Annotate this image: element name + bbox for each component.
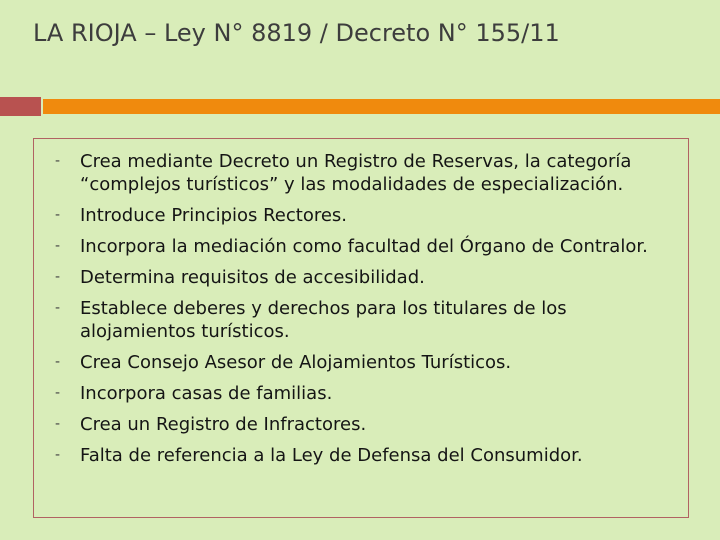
accent-bar-orange bbox=[43, 99, 720, 114]
bullet-dash: - bbox=[55, 238, 61, 254]
list-item bbox=[55, 382, 685, 405]
bullet-dash: - bbox=[55, 269, 61, 285]
bullet-dash: - bbox=[55, 447, 61, 463]
accent-bar-red bbox=[0, 97, 41, 116]
list-item-text: Determina requisitos de accesibilidad. bbox=[80, 267, 425, 288]
list-item-text: Crea un Registro de Infractores. bbox=[80, 414, 367, 435]
list-item bbox=[55, 266, 685, 289]
bullet-dash: - bbox=[55, 354, 61, 370]
bullet-dash: - bbox=[55, 300, 61, 316]
list-item-text: Crea mediante Decreto un Registro de Reservas, la categoría “complejos turísticos” y las modalidades de especialización. bbox=[80, 151, 632, 195]
list-item-text: Falta de referencia a la Ley de Defensa del Consumidor. bbox=[80, 445, 583, 466]
list-item bbox=[55, 150, 685, 196]
list-item-text: Incorpora la mediación como facultad del Órgano de Contralor. bbox=[80, 236, 648, 257]
list-item-text: Introduce Principios Rectores. bbox=[80, 205, 348, 226]
list-item-text: Establece deberes y derechos para los titulares de los alojamientos turísticos. bbox=[80, 298, 567, 342]
bullet-dash: - bbox=[55, 385, 61, 401]
slide-title: LA RIOJA – Ley N° 8819 / Decreto N° 155/11 bbox=[33, 19, 560, 47]
list-item bbox=[55, 204, 685, 227]
bullet-dash: - bbox=[55, 416, 61, 432]
list-item-text: Crea Consejo Asesor de Alojamientos Turísticos. bbox=[80, 352, 512, 373]
list-item bbox=[55, 351, 685, 374]
bullet-dash: - bbox=[55, 207, 61, 223]
list-item bbox=[55, 297, 685, 343]
list-item-text: Incorpora casas de familias. bbox=[80, 383, 333, 404]
list-item bbox=[55, 413, 685, 436]
list-item bbox=[55, 235, 685, 258]
list-item bbox=[55, 444, 685, 467]
bullet-dash: - bbox=[55, 153, 61, 169]
bullet-list bbox=[55, 150, 685, 475]
